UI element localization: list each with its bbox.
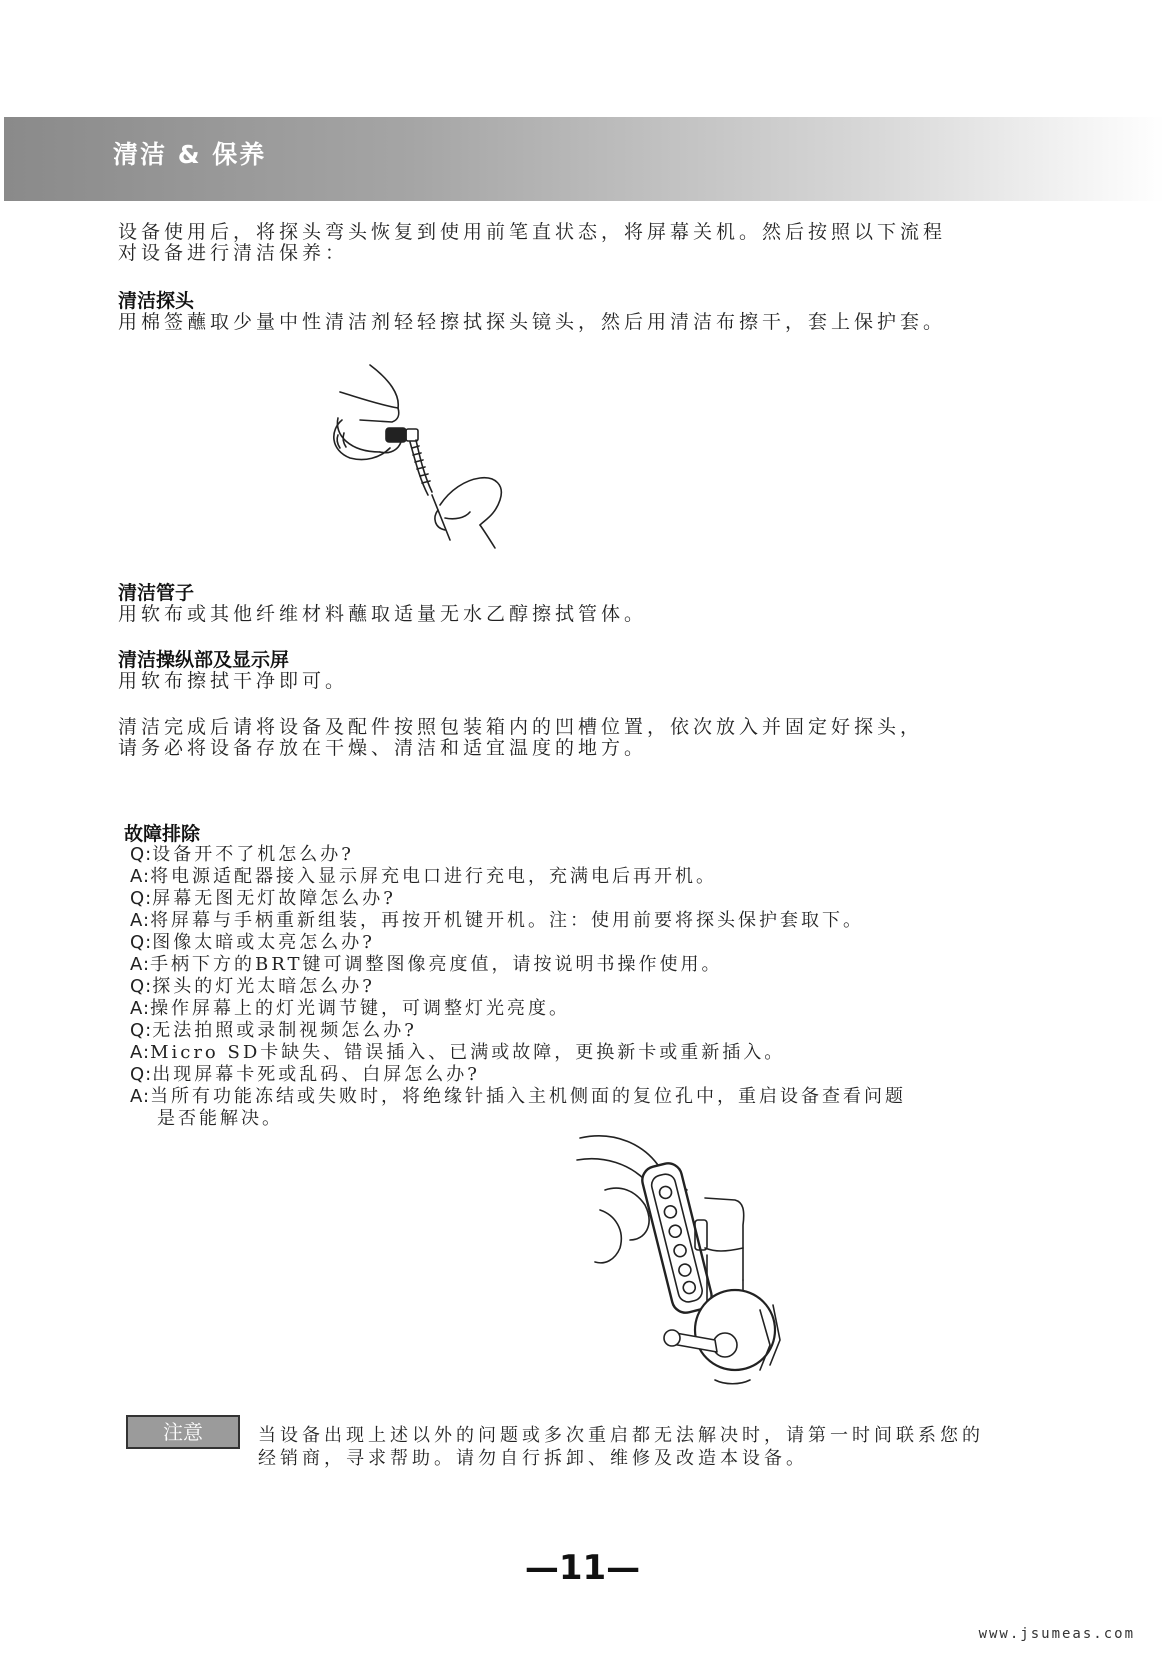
faq-item: A:将电源适配器接入显示屏充电口进行充电，充满电后再开机。 [130, 866, 718, 887]
reset-hole-illustration [575, 1130, 835, 1390]
clean-display-text: 用软布擦拭干净即可。 [118, 670, 349, 692]
faq-item: Q:出现屏幕卡死或乱码、白屏怎么办? [130, 1064, 480, 1085]
intro-line: 设备使用后，将探头弯头恢复到使用前笔直状态，将屏幕关机。然后按照以下流程 [118, 221, 947, 243]
note-badge: 注意 [126, 1415, 240, 1449]
faq-item: Q:设备开不了机怎么办? [130, 844, 354, 865]
clean-tube-text: 用软布或其他纤维材料蘸取适量无水乙醇擦拭管体。 [118, 603, 648, 625]
faq-item: A:操作屏幕上的灯光调节键，可调整灯光亮度。 [130, 998, 571, 1019]
intro-paragraph [118, 222, 946, 264]
faq-continuation: 是否能解决。 [157, 1108, 283, 1129]
clean-probe-heading: 清洁探头 [118, 290, 195, 312]
storage-line: 清洁完成后请将设备及配件按照包装箱内的凹槽位置，依次放入并固定好探头， [118, 716, 924, 738]
storage-paragraph [118, 717, 923, 759]
faq-item: A:Micro SD卡缺失、错误插入、已满或故障，更换新卡或重新插入。 [130, 1042, 786, 1063]
faq-item: Q:屏幕无图无灯故障怎么办? [130, 888, 396, 909]
faq-item: A:将屏幕与手柄重新组装，再按开机键开机。注：使用前要将探头保护套取下。 [130, 910, 865, 931]
clean-probe-text: 用棉签蘸取少量中性清洁剂轻轻擦拭探头镜头，然后用清洁布擦干，套上保护套。 [118, 311, 947, 333]
intro-line: 对设备进行清洁保养： [118, 242, 349, 264]
page-number: —11— [524, 1548, 641, 1588]
footer-url: www.jsumeas.com [978, 1626, 1135, 1642]
troubleshooting-heading: 故障排除 [124, 823, 201, 845]
clean-tube-heading: 清洁管子 [118, 582, 195, 604]
faq-item: Q:图像太暗或太亮怎么办? [130, 932, 375, 953]
note-text [258, 1424, 984, 1470]
note-line: 经销商，寻求帮助。请勿自行拆卸、维修及改造本设备。 [258, 1448, 808, 1469]
note-line: 当设备出现上述以外的问题或多次重启都无法解决时，请第一时间联系您的 [258, 1425, 984, 1446]
faq-item: A:手柄下方的BRT键可调整图像亮度值，请按说明书操作使用。 [130, 954, 723, 975]
probe-cleaning-illustration [320, 360, 530, 550]
faq-item: A:当所有功能冻结或失败时，将绝缘针插入主机侧面的复位孔中，重启设备查看问题 [130, 1086, 907, 1107]
storage-line: 请务必将设备存放在干燥、清洁和适宜温度的地方。 [118, 737, 648, 759]
clean-display-heading: 清洁操纵部及显示屏 [118, 649, 290, 671]
section-title: 清洁 & 保养 [113, 140, 267, 169]
faq-list [130, 844, 906, 1130]
faq-item: Q:探头的灯光太暗怎么办? [130, 976, 375, 997]
faq-item: Q:无法拍照或录制视频怎么办? [130, 1020, 417, 1041]
